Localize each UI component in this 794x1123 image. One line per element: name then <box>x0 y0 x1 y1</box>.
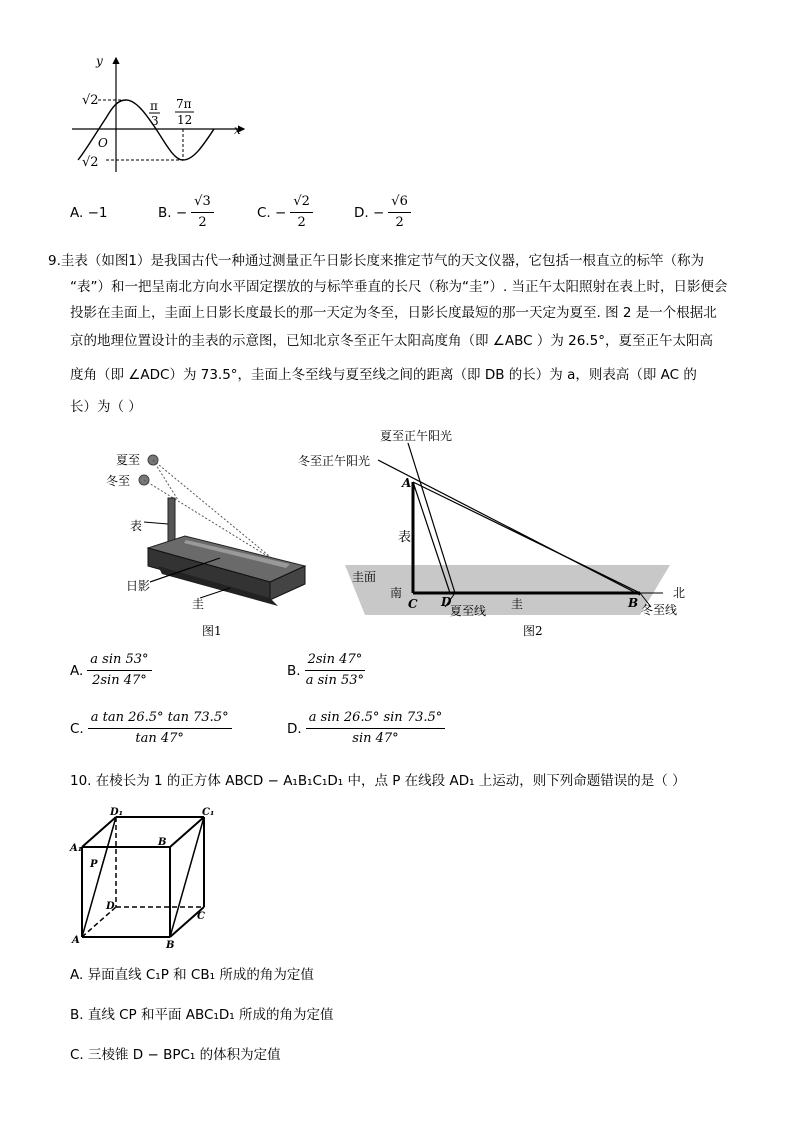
q10-option-a: A. 异面直线 C₁P 和 CB₁ 所成的角为定值 <box>70 967 314 983</box>
fig2-point-D: D <box>441 595 452 609</box>
fig2-south-label: 南 <box>390 586 403 600</box>
cube-label-A: A <box>72 935 80 946</box>
q9-line-1: 9.圭表（如图1）是我国古代一种通过测量正午日影长度来推定节气的天文仪器，它包括一根直立的标竿（称为 <box>48 253 704 269</box>
q9-line-6: 长）为（ ） <box>70 399 142 415</box>
fig1-winter-label: 冬至 <box>106 474 131 488</box>
q9-line-5: 度角（即 ∠ADC）为 73.5°，圭面上冬至线与夏至线之间的距离（即 DB 的长）为 a，则表高（即 AC 的 <box>70 367 697 383</box>
q10-option-c: C. 三棱锥 D − BPC₁ 的体积为定值 <box>70 1047 281 1063</box>
fig2-plane-label: 圭面 <box>352 570 377 584</box>
fig2-summer-line-label: 夏至线 <box>450 604 487 618</box>
fig2-point-C: C <box>408 597 418 611</box>
cube-label-P: P <box>90 859 98 870</box>
q9-option-b: B. $\frac{2\sin 47^\circ}{\text{a sin 53°}}$ <box>287 652 365 688</box>
q8-tick1-num: π <box>150 99 158 113</box>
q8-tick2-den: 12 <box>177 113 193 127</box>
fig2-winter-line-label: 冬至线 <box>641 603 678 617</box>
q8-top-value: √2 <box>82 93 99 108</box>
cube-label-B1: B <box>158 837 167 848</box>
q9-figure-2 <box>295 425 695 647</box>
cube-label-A1: A₁ <box>70 843 83 854</box>
fig2-north-label: 北 <box>673 586 686 600</box>
fig2-gui-label: 圭 <box>511 597 524 611</box>
fig1-shadow-label: 日影 <box>126 579 151 593</box>
q9-option-d: D. $\frac{\text{a sin 26.5° sin 73.5°}}{\sin 47^\circ}$ <box>287 710 445 747</box>
fig2-point-B: B <box>628 596 639 610</box>
q9-line-4: 京的地理位置设计的圭表的示意图，已知北京冬至正午太阳高度角（即 ∠ABC ）为 26.5°，夏至正午太阳高 <box>70 333 713 349</box>
q8-option-d: D. − $\frac{√6}{2}$ <box>354 194 411 231</box>
q8-option-a: A. −1 <box>70 205 108 221</box>
fig2-winter-light-label: 冬至正午阳光 <box>298 454 371 468</box>
fig1-caption: 图1 <box>202 624 222 638</box>
fig2-summer-light-label: 夏至正午阳光 <box>380 429 453 443</box>
q9-line-2: “表”）和一把呈南北方向水平固定摆放的与标竿垂直的长尺（称为“圭”）. 当正午太阳照射在表上时，日影便会 <box>70 279 728 295</box>
cube-label-B: B <box>166 940 175 950</box>
fig2-caption: 图2 <box>523 624 543 638</box>
q8-tick1-den: 3 <box>151 114 159 128</box>
q8-y-label: y <box>96 54 103 68</box>
q8-option-b: B. − $\frac{√3}{2}$ <box>158 194 214 231</box>
fig2-point-A: A <box>402 476 412 490</box>
fig2-gnomon-label: 表 <box>398 530 412 545</box>
q9-figure-1 <box>100 440 320 645</box>
q8-sine-curve <box>78 100 214 160</box>
q8-bottom-value: √2 <box>82 155 99 170</box>
q10-stem: 10. 在棱长为 1 的正方体 ABCD − A₁B₁C₁D₁ 中，点 P 在线段 AD₁ 上运动，则下列命题错误的是（ ） <box>70 773 686 789</box>
fig1-summer-label: 夏至 <box>116 453 141 467</box>
cube-label-C1: C₁ <box>202 807 215 818</box>
fig1-gnomon-label: 表 <box>130 519 143 533</box>
q10-cube-figure <box>68 805 218 950</box>
q10-option-b: B. 直线 CP 和平面 ABC₁D₁ 所成的角为定值 <box>70 1007 334 1023</box>
cube-label-C: C <box>197 911 205 922</box>
q9-option-c: C. $\frac{\text{a tan 26.5° tan 73.5°}}{\tan 47^\circ}$ <box>70 710 232 747</box>
q8-option-c: C. − $\frac{√2}{2}$ <box>257 194 313 231</box>
q8-origin-label: O <box>98 136 108 150</box>
q9-line-3: 投影在圭面上，圭面上日影长度最长的那一天定为冬至，日影长度最短的那一天定为夏至. 图 2 是一个根据北 <box>70 305 717 321</box>
q8-tick2-num: 7π <box>176 97 192 111</box>
q8-x-label: x <box>234 123 241 137</box>
cube-label-D1: D₁ <box>110 807 124 818</box>
q8-sine-graph <box>66 52 256 180</box>
q9-option-a: A. $\frac{\text{a sin 53°}}{2\sin 47^\circ}$ <box>70 652 152 689</box>
cube-label-D: D <box>106 901 115 912</box>
fig1-gui-label: 圭 <box>192 597 205 611</box>
